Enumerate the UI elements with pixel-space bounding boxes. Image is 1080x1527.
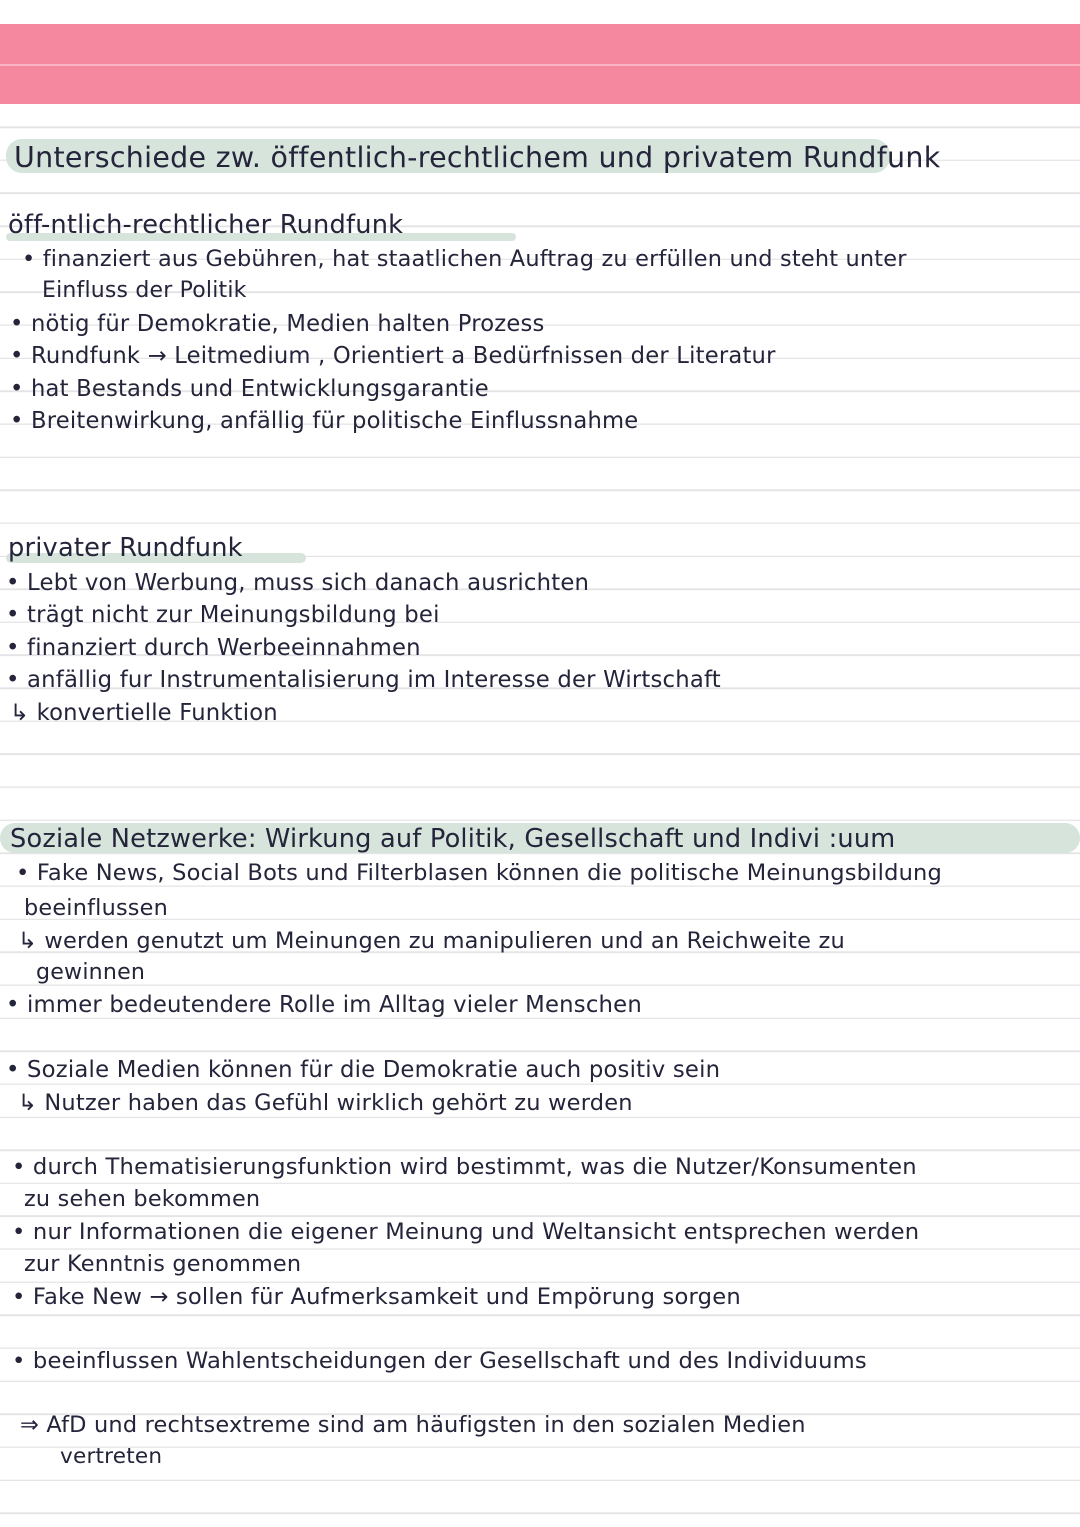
note-line: • durch Thematisierungsfunktion wird bestimmt, was die Nutzer/Konsumenten: [12, 1154, 917, 1180]
note-line: • hat Bestands und Entwicklungsgarantie: [10, 376, 489, 402]
note-line: • immer bedeutendere Rolle im Alltag vieler Menschen: [6, 992, 642, 1018]
note-line: ↳ Nutzer haben das Gefühl wirklich gehört zu werden: [18, 1090, 633, 1116]
note-line: • Rundfunk → Leitmedium , Orientiert a Bedürfnissen der Literatur: [10, 343, 776, 369]
note-line: ↳ werden genutzt um Meinungen zu manipulieren und an Reichweite zu: [18, 928, 845, 954]
pink-header-band: [0, 24, 1080, 104]
note-line: • trägt nicht zur Meinungsbildung bei: [6, 602, 440, 628]
note-line: • beeinflussen Wahlentscheidungen der Gesellschaft und des Individuums: [12, 1348, 867, 1374]
note-line: • anfällig fur Instrumentalisierung im Interesse der Wirtschaft: [6, 667, 721, 693]
note-line: • Soziale Medien können für die Demokratie auch positiv sein: [6, 1057, 721, 1083]
note-line: Einfluss der Politik: [42, 278, 247, 303]
note-line: beeinflussen: [24, 895, 168, 921]
note-line: • Breitenwirkung, anfällig für politische Einflussnahme: [10, 408, 639, 434]
note-line: ↳ konvertielle Funktion: [10, 700, 278, 726]
section-heading-social: Soziale Netzwerke: Wirkung auf Politik, Gesellschaft und Indivi :uum: [10, 824, 896, 854]
note-line: • finanziert durch Werbeeinnahmen: [6, 635, 421, 661]
note-line: • Fake News, Social Bots und Filterblasen können die politische Meinungsbildung: [16, 860, 943, 886]
page-title: Unterschiede zw. öffentlich-rechtlichem und privatem Rundfunk: [14, 141, 941, 174]
note-line: • finanziert aus Gebühren, hat staatlichen Auftrag zu erfüllen und steht unter: [22, 246, 907, 272]
note-line: zu sehen bekommen: [24, 1186, 261, 1212]
note-line: ⇒ AfD und rechtsextreme sind am häufigsten in den sozialen Medien: [20, 1412, 806, 1438]
header-divider: [0, 64, 1080, 66]
note-line: gewinnen: [36, 959, 146, 985]
note-line: vertreten: [60, 1444, 163, 1469]
note-line: • nötig für Demokratie, Medien halten Prozess: [10, 311, 545, 337]
section-heading-public: öff-ntlich-rechtlicher Rundfunk: [8, 210, 404, 240]
note-line: • Lebt von Werbung, muss sich danach ausrichten: [6, 570, 590, 596]
note-line: • Fake New → sollen für Aufmerksamkeit und Empörung sorgen: [12, 1284, 741, 1310]
note-line: zur Kenntnis genommen: [24, 1251, 302, 1277]
note-line: • nur Informationen die eigener Meinung und Weltansicht entsprechen werden: [12, 1219, 920, 1245]
section-heading-private: privater Rundfunk: [8, 533, 243, 563]
